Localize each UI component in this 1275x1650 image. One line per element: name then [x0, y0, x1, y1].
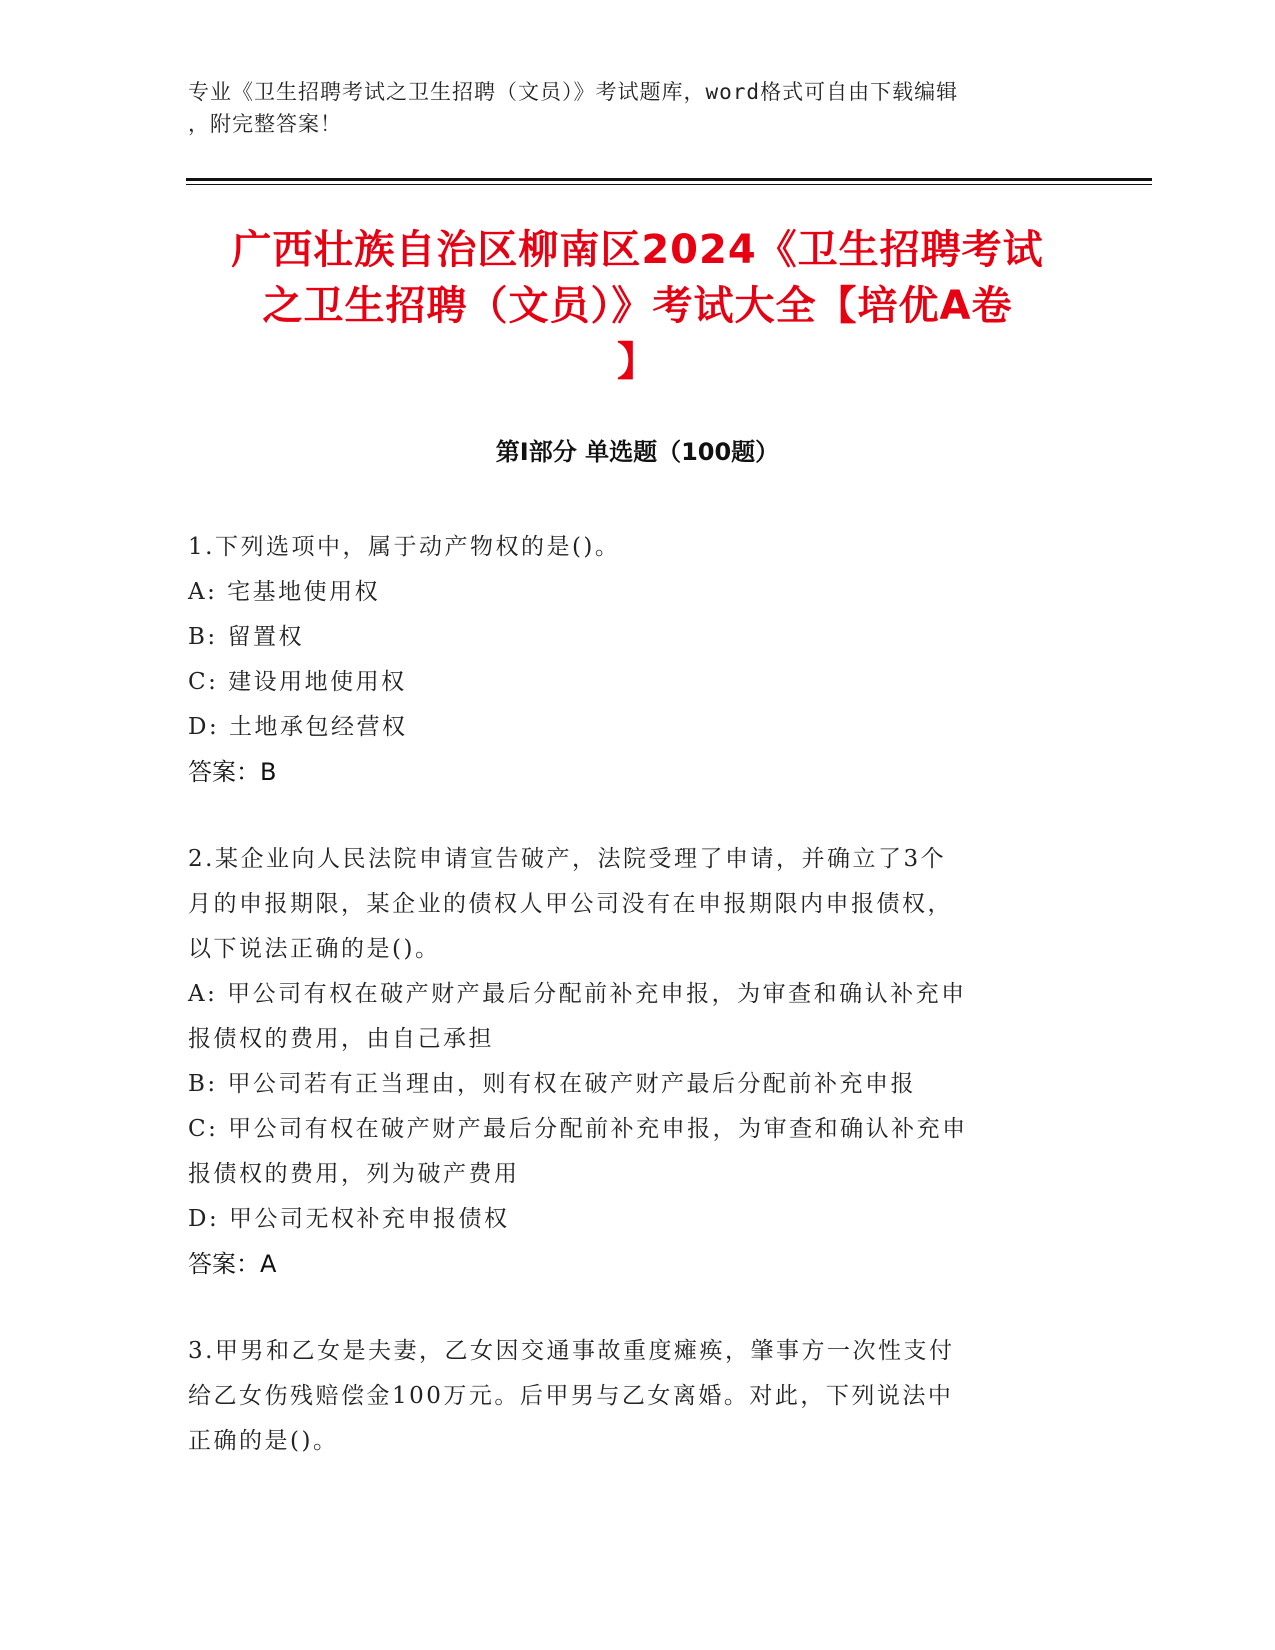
- question-stem: 1.下列选项中，属于动产物权的是()。: [188, 534, 621, 560]
- question-2: [188, 837, 1068, 1287]
- question-stem: 给乙女伤残赔偿金100万元。后甲男与乙女离婚。对此，下列说法中: [188, 1383, 954, 1409]
- question-stem: 3.甲男和乙女是夫妻，乙女因交通事故重度瘫痪，肇事方一次性支付: [188, 1338, 955, 1364]
- option-c: C: 建设用地使用权: [188, 669, 407, 695]
- answer: 答案：B: [188, 758, 277, 786]
- header-note: [188, 76, 1068, 140]
- option-b: B: 留置权: [188, 624, 304, 650]
- question-stem: 月的申报期限，某企业的债权人甲公司没有在申报期限内申报债权，: [188, 891, 953, 917]
- question-1: [188, 525, 1068, 795]
- option-d: D: 土地承包经营权: [188, 714, 408, 740]
- option-d: D: 甲公司无权补充申报债权: [188, 1206, 510, 1232]
- option-a: A: 宅基地使用权: [188, 579, 381, 605]
- question-list: [188, 525, 1068, 1506]
- header-note-line: 专业《卫生招聘考试之卫生招聘（文员）》考试题库，word格式可自由下载编辑: [188, 80, 959, 104]
- section-heading: 第I部分 单选题（100题）: [495, 438, 780, 466]
- question-stem: 正确的是()。: [188, 1428, 339, 1454]
- question-stem: 2.某企业向人民法院申请宣告破产，法院受理了申请，并确立了3个: [188, 846, 947, 872]
- header-note-line: ，附完整答案！: [188, 112, 342, 136]
- title-line: 】: [617, 339, 658, 385]
- title-line: 之卫生招聘（文员）》考试大全【培优A卷: [262, 283, 1013, 329]
- option-b: B: 甲公司若有正当理由，则有权在破产财产最后分配前补充申报: [188, 1071, 916, 1097]
- answer: 答案：A: [188, 1250, 277, 1278]
- option-a: 报债权的费用，由自己承担: [188, 1026, 494, 1052]
- header-divider-thick: [186, 178, 1152, 181]
- header-divider-thin: [186, 184, 1152, 185]
- option-c: C: 甲公司有权在破产财产最后分配前补充申报，为审查和确认补充申: [188, 1116, 968, 1142]
- question-3: [188, 1329, 1068, 1464]
- title-line: 广西壮族自治区柳南区2024《卫生招聘考试: [231, 227, 1044, 273]
- document-title: [160, 222, 1115, 390]
- question-stem: 以下说法正确的是()。: [188, 936, 441, 962]
- option-c: 报债权的费用，列为破产费用: [188, 1161, 520, 1187]
- option-a: A: 甲公司有权在破产财产最后分配前补充申报，为审查和确认补充申: [188, 981, 967, 1007]
